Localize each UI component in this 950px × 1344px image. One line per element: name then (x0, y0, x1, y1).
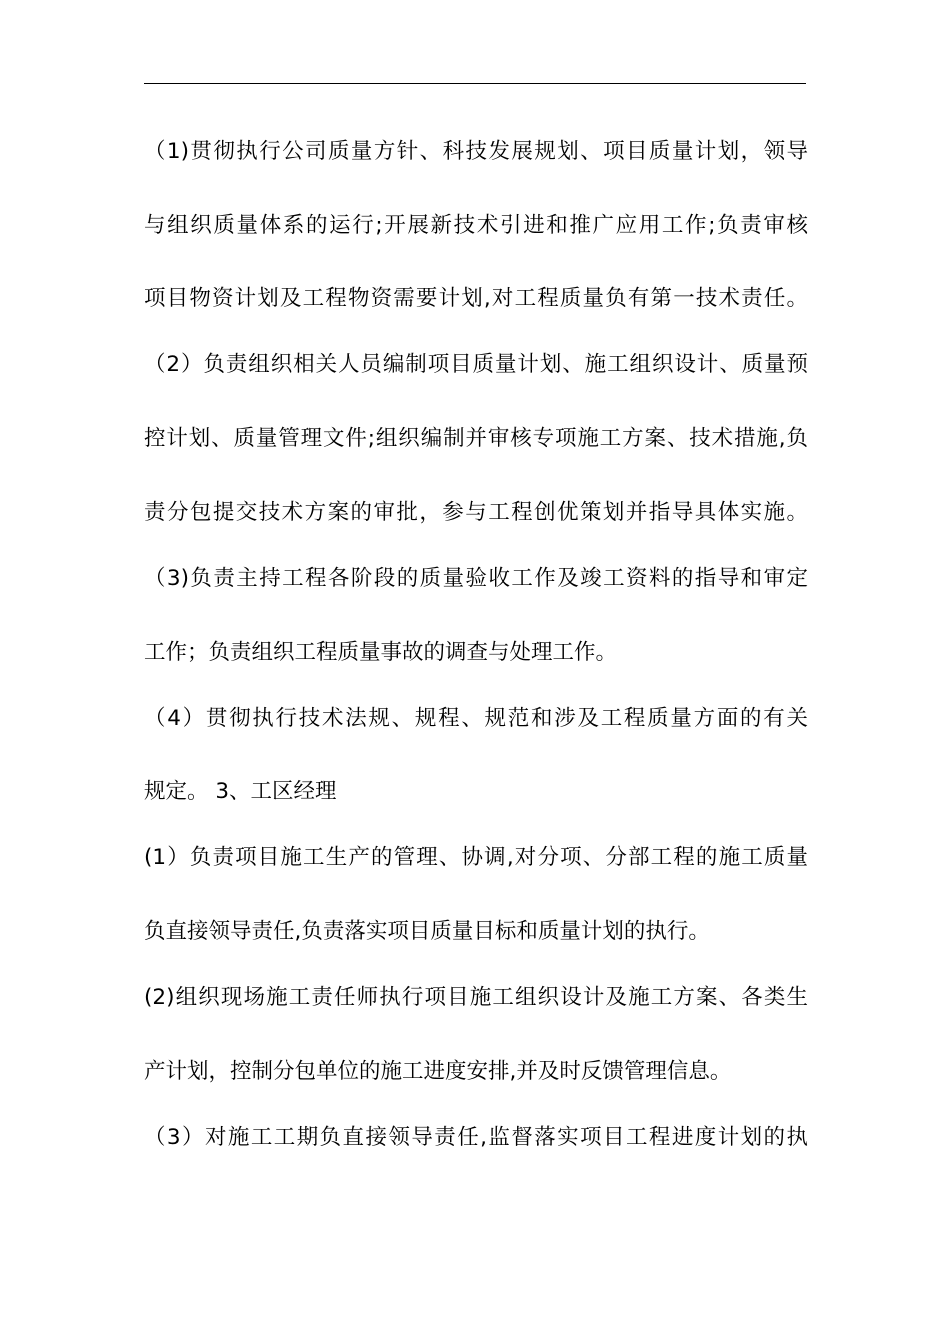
text-line-2: 与组织质量体系的运行;开展新技术引进和推广应用工作;负责审核 (144, 213, 808, 238)
text-line-14: 产计划，控制分包单位的施工进度安排,并及时反馈管理信息。 (144, 1059, 732, 1084)
text-line-8: 工作；负责组织工程质量事故的调查与处理工作。 (144, 640, 618, 665)
text-line-10: 规定。 3、工区经理 (144, 779, 337, 804)
text-line-15: （3）对施工工期负直接领导责任,监督落实项目工程进度计划的执 (144, 1125, 808, 1150)
text-line-9: （4）贯彻执行技术法规、规程、规范和涉及工程质量方面的有关 (144, 706, 808, 731)
text-line-13: (2)组织现场施工责任师执行项目施工组织设计及施工方案、各类生 (144, 985, 808, 1010)
text-line-1: （1)贯彻执行公司质量方针、科技发展规划、项目质量计划，领导 (144, 139, 808, 164)
text-line-12: 负直接领导责任,负责落实项目质量目标和质量计划的执行。 (144, 919, 710, 944)
text-line-3: 项目物资计划及工程物资需要计划,对工程质量负有第一技术责任。 (144, 286, 808, 311)
text-line-7: （3)负责主持工程各阶段的质量验收工作及竣工资料的指导和审定 (144, 566, 808, 591)
text-line-11: (1）负责项目施工生产的管理、协调,对分项、分部工程的施工质量 (144, 845, 808, 870)
header-rule (144, 83, 806, 84)
text-line-6: 责分包提交技术方案的审批，参与工程创优策划并指导具体实施。 (144, 500, 808, 525)
text-line-4: （2）负责组织相关人员编制项目质量计划、施工组织设计、质量预 (144, 352, 808, 377)
text-line-5: 控计划、质量管理文件;组织编制并审核专项施工方案、技术措施,负 (144, 426, 808, 451)
